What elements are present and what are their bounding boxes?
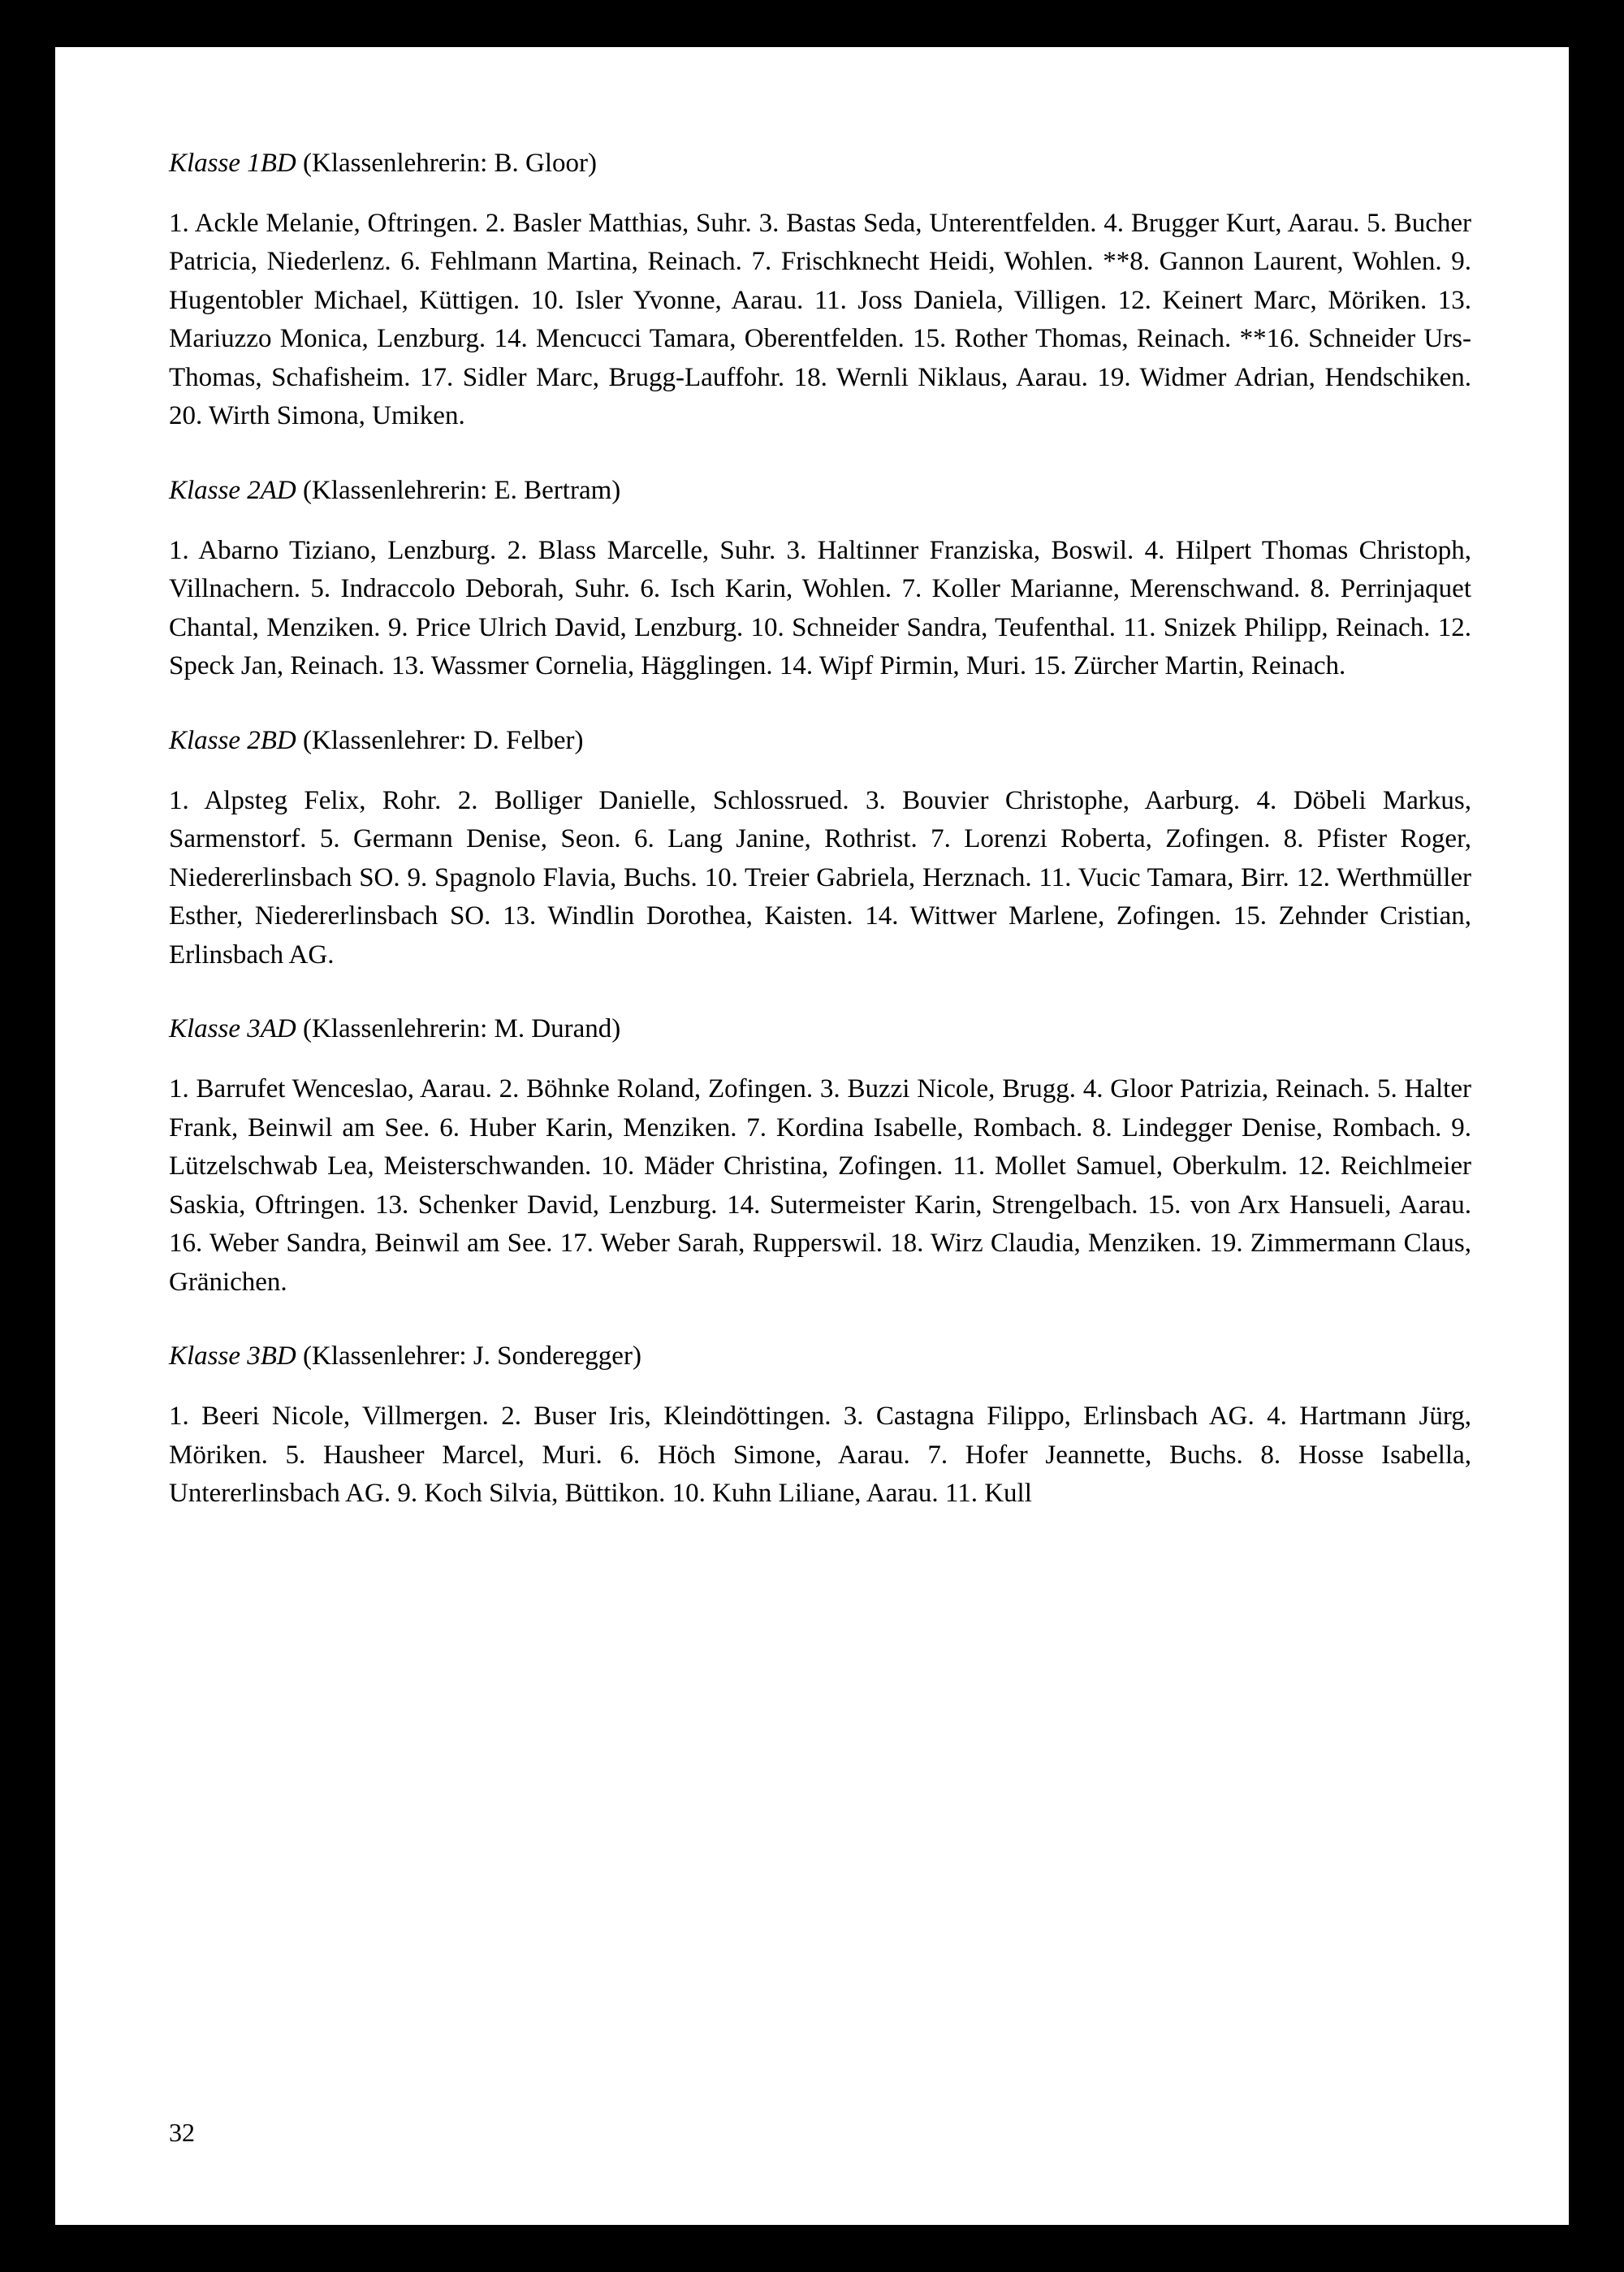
class-section-1bd <box>169 145 1471 436</box>
class-heading <box>169 1337 1471 1376</box>
student-roster: 1. Ackle Melanie, Oftringen. 2. Basler Matthias, Suhr. 3. Bastas Seda, Unterentfelden. 4. Brugger Kurt, Aarau. 5. Bucher Patricia, Niederlenz. 6. Fehlmann Martina, Reinach. 7. Frischknecht Heidi, Wohlen. **8. Gannon Laurent, Wohlen. 9. Hugentobler Michael, Küttigen. 10. Isler Yvonne, Aarau. 11. Joss Daniela, Villigen. 12. Keinert Marc, Möriken. 13. Mariuzzo Monica, Lenzburg. 14. Mencucci Tamara, Oberentfelden. 15. Rother Thomas, Reinach. **16. Schneider Urs-Thomas, Schafisheim. 17. Sidler Marc, Brugg-Lauffohr. 18. Wernli Niklaus, Aarau. 19. Widmer Adrian, Hendschiken. 20. Wirth Simona, Umiken. <box>169 208 1471 431</box>
class-section-3bd <box>169 1337 1471 1513</box>
student-roster: 1. Abarno Tiziano, Lenzburg. 2. Blass Marcelle, Suhr. 3. Haltinner Franziska, Boswil. 4. Hilpert Thomas Christoph, Villnachern. 5. Indraccolo Deborah, Suhr. 6. Isch Karin, Wohlen. 7. Koller Marianne, Merenschwand. 8. Perrinjaquet Chantal, Menziken. 9. Price Ulrich David, Lenzburg. 10. Schneider Sandra, Teufenthal. 11. Snizek Philipp, Reinach. 12. Speck Jan, Reinach. 13. Wassmer Cornelia, Hägglingen. 14. Wipf Pirmin, Muri. 15. Zürcher Martin, Reinach. <box>169 535 1471 681</box>
student-roster: 1. Barrufet Wenceslao, Aarau. 2. Böhnke Roland, Zofingen. 3. Buzzi Nicole, Brugg. 4. Gloor Patrizia, Reinach. 5. Halter Frank, Beinwil am See. 6. Huber Karin, Menziken. 7. Kordina Isabelle, Rombach. 8. Lindegger Denise, Rombach. 9. Lützelschwab Lea, Meisterschwanden. 10. Mäder Christina, Zofingen. 11. Mollet Samuel, Oberkulm. 12. Reichlmeier Saskia, Oftringen. 13. Schenker David, Lenzburg. 14. Sutermeister Karin, Strengelbach. 15. von Arx Hansueli, Aarau. 16. Weber Sandra, Beinwil am See. 17. Weber Sarah, Rupperswil. 18. Wirz Claudia, Menziken. 19. Zimmermann Claus, Gränichen. <box>169 1074 1471 1297</box>
class-teacher: (Klassenlehrerin: E. Bertram) <box>303 475 621 505</box>
student-roster: 1. Alpsteg Felix, Rohr. 2. Bolliger Danielle, Schlossrued. 3. Bouvier Christophe, Aarburg. 4. Döbeli Markus, Sarmenstorf. 5. Germann Denise, Seon. 6. Lang Janine, Rothrist. 7. Lorenzi Roberta, Zofingen. 8. Pfister Roger, Niedererlinsbach SO. 9. Spagnolo Flavia, Buchs. 10. Treier Gabriela, Herznach. 11. Vucic Tamara, Birr. 12. Werthmüller Esther, Niedererlinsbach SO. 13. Windlin Dorothea, Kaisten. 14. Wittwer Marlene, Zofingen. 15. Zehnder Cristian, Erlinsbach AG. <box>169 785 1471 970</box>
class-section-3ad <box>169 1010 1471 1302</box>
class-label: Klasse 3AD <box>169 1014 296 1044</box>
class-teacher: (Klassenlehrer: D. Felber) <box>303 725 584 755</box>
class-section-2bd <box>169 722 1471 974</box>
class-heading <box>169 722 1471 761</box>
class-teacher: (Klassenlehrer: J. Sonderegger) <box>303 1341 641 1371</box>
student-roster: 1. Beeri Nicole, Villmergen. 2. Buser Iris, Kleindöttingen. 3. Castagna Filippo, Erlinsbach AG. 4. Hartmann Jürg, Möriken. 5. Hausheer Marcel, Muri. 6. Höch Simone, Aarau. 7. Hofer Jeannette, Buchs. 8. Hosse Isabella, Untererlinsbach AG. 9. Koch Silvia, Büttikon. 10. Kuhn Liliane, Aarau. 11. Kull <box>169 1402 1471 1509</box>
class-section-2ad <box>169 472 1471 686</box>
class-teacher: (Klassenlehrerin: B. Gloor) <box>303 149 597 178</box>
class-heading <box>169 472 1471 511</box>
class-heading <box>169 1010 1471 1049</box>
class-teacher: (Klassenlehrerin: M. Durand) <box>303 1014 621 1044</box>
class-heading <box>169 145 1471 184</box>
page-number: 32 <box>169 2118 195 2147</box>
class-label: Klasse 3BD <box>169 1341 296 1371</box>
document-page <box>55 47 1569 2225</box>
class-label: Klasse 2BD <box>169 725 296 755</box>
class-label: Klasse 2AD <box>169 475 296 505</box>
page-content <box>169 145 1471 2176</box>
class-label: Klasse 1BD <box>169 149 296 178</box>
